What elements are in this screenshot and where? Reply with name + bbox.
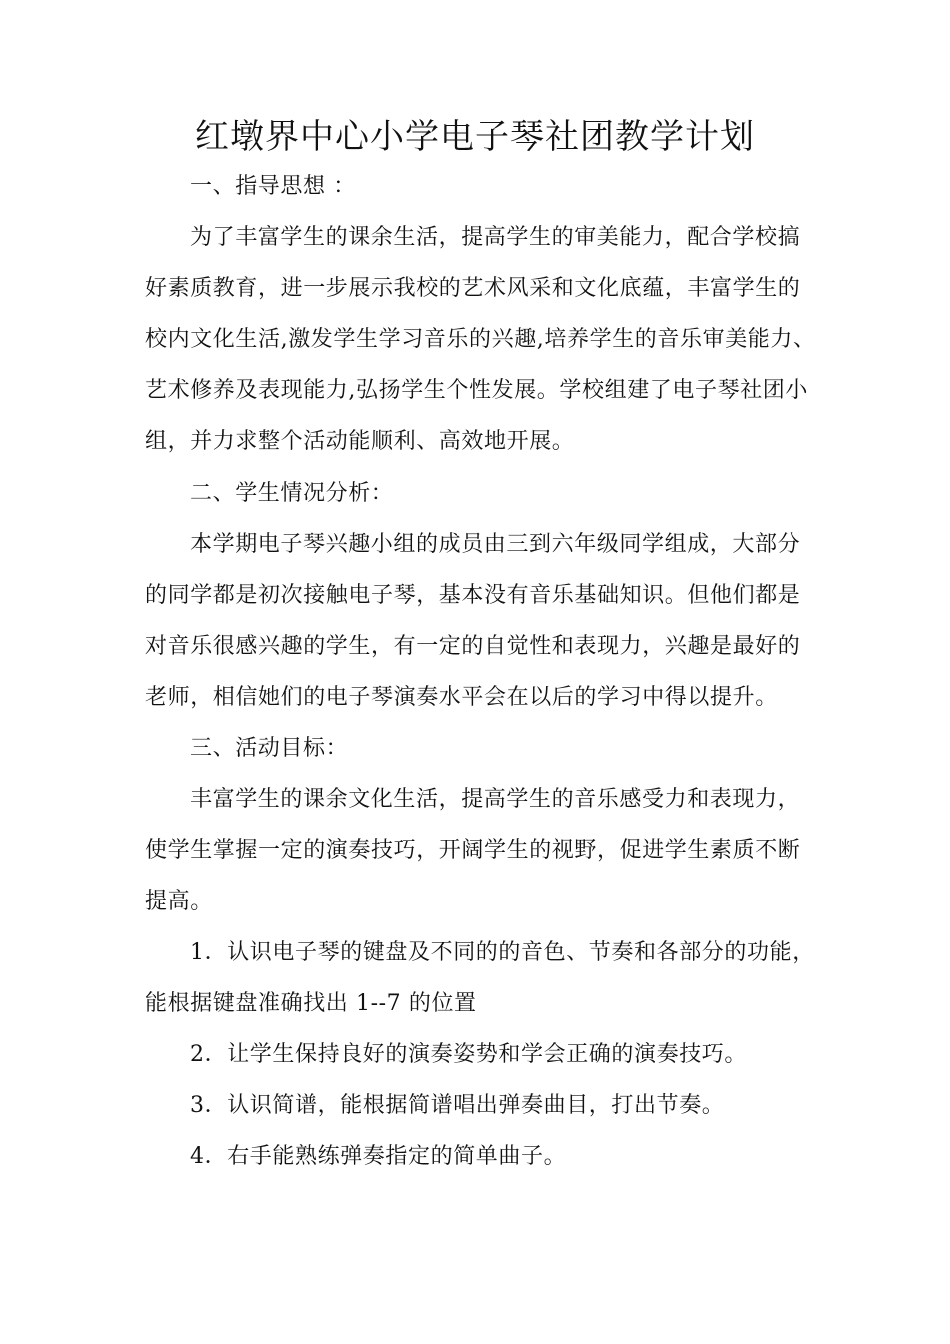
section-heading-guiding-thought: 一、指导思想 ： bbox=[190, 174, 356, 199]
paragraph-line: 提高。 bbox=[145, 889, 213, 914]
paragraph-line: 好素质教育，进一步展示我校的艺术风采和文化底蕴，丰富学生的 bbox=[145, 276, 801, 301]
paragraph-line: 校内文化生活,激发学生学习音乐的兴趣,培养学生的音乐审美能力、 bbox=[145, 327, 816, 352]
section-heading-activity-goals: 三、活动目标： bbox=[190, 736, 349, 761]
list-item-4: 4．右手能熟练弹奏指定的简单曲子。 bbox=[190, 1144, 567, 1169]
paragraph-line: 使学生掌握一定的演奏技巧，开阔学生的视野，促进学生素质不断 bbox=[145, 838, 801, 863]
list-item-1: 1．认识电子琴的键盘及不同的的音色、节奏和各部分的功能， bbox=[190, 940, 815, 965]
paragraph-line: 本学期电子琴兴趣小组的成员由三到六年级同学组成，大部分 bbox=[190, 532, 801, 557]
paragraph-line: 丰富学生的课余文化生活，提高学生的音乐感受力和表现力， bbox=[190, 787, 801, 812]
paragraph-line: 组，并力求整个活动能顺利、高效地开展。 bbox=[145, 429, 575, 454]
list-item-3: 3．认识简谱，能根据简谱唱出弹奏曲目，打出节奏。 bbox=[190, 1093, 725, 1118]
paragraph-line: 艺术修养及表现能力,弘扬学生个性发展。学校组建了电子琴社团小 bbox=[145, 378, 808, 403]
list-item-2: 2．让学生保持良好的演奏姿势和学会正确的演奏技巧。 bbox=[190, 1042, 747, 1067]
section-heading-student-analysis: 二、学生情况分析： bbox=[190, 481, 394, 506]
paragraph-line: 的同学都是初次接触电子琴，基本没有音乐基础知识。但他们都是 bbox=[145, 583, 801, 608]
paragraph-line: 为了丰富学生的课余生活，提高学生的审美能力，配合学校搞 bbox=[190, 225, 801, 250]
list-item-1-continued: 能根据键盘准确找出 1--7 的位置 bbox=[145, 991, 477, 1016]
document-title: 红墩界中心小学电子琴社团教学计划 bbox=[195, 117, 755, 157]
paragraph-line: 老师，相信她们的电子琴演奏水平会在以后的学习中得以提升。 bbox=[145, 685, 778, 710]
paragraph-line: 对音乐很感兴趣的学生，有一定的自觉性和表现力，兴趣是最好的 bbox=[145, 634, 801, 659]
